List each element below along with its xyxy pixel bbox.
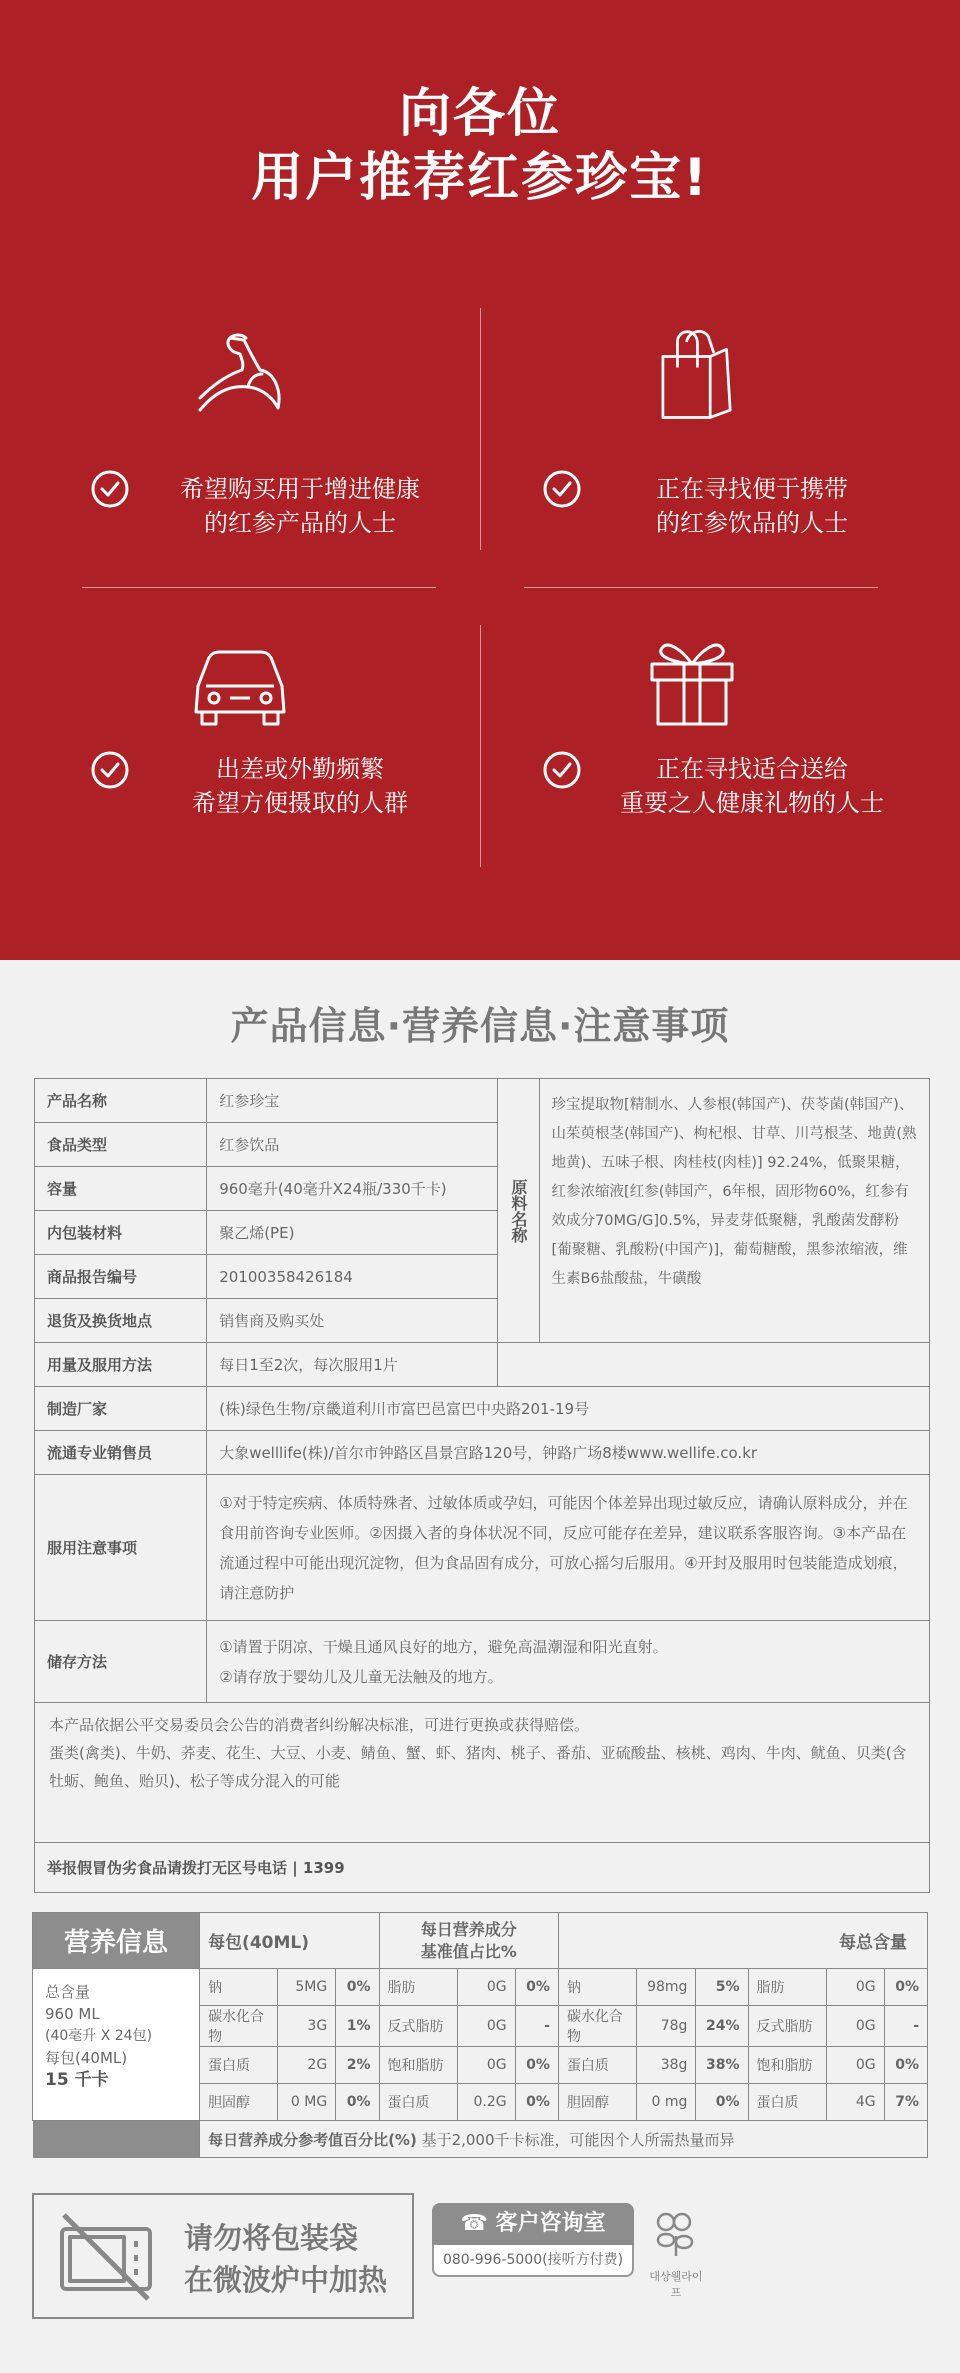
nutrition-row <box>33 1969 928 2006</box>
product-info-table <box>34 1078 930 1893</box>
nutrient-value: 2G <box>278 2047 336 2084</box>
nutrient-percent: 5% <box>696 1969 748 2006</box>
nutrient-name: 蛋白质 <box>379 2084 457 2121</box>
nutrient-value: 5MG <box>278 1969 336 2006</box>
nutrition-table <box>32 1912 928 2158</box>
total-content-header: 每总含量 <box>558 1913 927 1969</box>
nutrient-percent: 0% <box>515 1969 558 2006</box>
nutrient-percent: 38% <box>696 2047 748 2084</box>
footer-spacer <box>33 2121 200 2158</box>
benefit-text: 正在寻找适合送给 重要之人健康礼物的人士 <box>620 755 884 817</box>
customer-service <box>432 2203 634 2277</box>
microwave-warning <box>32 2193 414 2319</box>
customer-service-badge <box>432 2203 634 2245</box>
nutrient-name: 蛋白质 <box>748 2084 826 2121</box>
row-label: 容量 <box>35 1167 207 1211</box>
row-label: 储存方法 <box>35 1621 207 1703</box>
nutrient-percent: 7% <box>884 2084 927 2121</box>
row-label: 服用注意事项 <box>35 1475 207 1621</box>
nutrient-value: 78g <box>637 2006 696 2047</box>
gift-box-icon <box>642 630 742 730</box>
table-row <box>35 1843 930 1893</box>
nutrient-name: 脂肪 <box>748 1969 826 2006</box>
table-row <box>35 1387 930 1431</box>
nutrition-footer-row <box>33 2121 928 2158</box>
hero-title-line2: 用户推荐红参珍宝! <box>251 148 709 208</box>
nutrient-value: 0G <box>457 1969 515 2006</box>
nutrient-name: 胆固醇 <box>558 2084 636 2121</box>
row-value: 销售商及购买处 <box>207 1299 497 1343</box>
nutrient-percent: 24% <box>696 2006 748 2047</box>
row-label: 产品名称 <box>35 1079 207 1123</box>
nutrient-name: 饱和脂肪 <box>379 2047 457 2084</box>
row-label: 退货及换货地点 <box>35 1299 207 1343</box>
nutrient-percent: 1% <box>336 2006 379 2047</box>
nutrition-heading: 营养信息 <box>33 1913 200 1969</box>
hero-banner <box>0 0 960 960</box>
nutrient-name: 钠 <box>558 1969 636 2006</box>
report-hotline: 举报假冒伪劣食品请拨打无区号电话 | 1399 <box>35 1843 930 1893</box>
nutrient-name: 钠 <box>200 1969 278 2006</box>
nutrient-percent: 0% <box>884 1969 927 2006</box>
nutrient-value: 4G <box>826 2084 884 2121</box>
brand-logo-icon <box>646 2206 706 2262</box>
row-value: 红参饮品 <box>207 1123 497 1167</box>
hero-title-line1: 向各位 <box>398 84 561 144</box>
nutrient-value: 0 mg <box>637 2084 696 2121</box>
nutrition-header-row <box>33 1913 928 1969</box>
nutrient-value: 0G <box>826 1969 884 2006</box>
phone-icon: ☎ <box>460 2211 488 2236</box>
nutrient-percent: 0% <box>515 2084 558 2121</box>
caution-value: ①对于特定疾病、体质特殊者、过敏体质或孕妇，可能因个体差异出现过敏反应，请确认原料成分，并在食用前咨询专业医师。②因摄入者的身体状况不同，反应可能存在差异，建议联系客服咨询。③本产品在流通过程中可能出现沉淀物，但为食品固有成分，可放心摇匀后服用。④开封及服用时包装能造成划痕，请注意防护 <box>207 1475 930 1621</box>
ingredients-value: 珍宝提取物[精制水、人参根(韩国产)、茯苓菌(韩国产)、山茱萸根茎(韩国产)、枸杞根、甘草、川芎根茎、地黄(熟地黄)、五味子根、肉桂枝(肉桂)] 92.24%，低聚果糖，红参浓缩液[红参(韩国产，6年根，固形物60%，红参有效成分70MG/G]0.5%，异麦芽低聚糖，乳酸菌发酵粉[葡聚糖、乳酸粉(中国产)]，葡萄糖酸，黑参浓缩液，维生素B6盐酸盐，牛磺酸 <box>539 1079 929 1343</box>
row-value: 每日1至2次，每次服用1片 <box>207 1343 497 1387</box>
notice-value: 本产品依据公平交易委员会公告的消费者纠纷解决标准，可进行更换或获得赔偿。 蛋类(禽类)、牛奶、荞麦、花生、大豆、小麦、鲭鱼、蟹、虾、猪肉、桃子、番茄、亚硫酸盐、核桃、鸡肉、牛肉、鱿鱼、贝类(含牡蛎、鲍鱼、贻贝)、松子等成分混入的可能 <box>35 1703 930 1843</box>
nutrient-value: 98mg <box>637 1969 696 2006</box>
microwave-text: 请勿将包装袋 在微波炉中加热 <box>184 2221 388 2297</box>
nutrient-percent: 2% <box>336 2047 379 2084</box>
customer-service-label: 客户咨询室 <box>495 2211 606 2236</box>
table-row <box>35 1343 930 1387</box>
nutrient-name: 饱和脂肪 <box>748 2047 826 2084</box>
table-row <box>35 1475 930 1621</box>
check-circle-icon <box>542 750 582 790</box>
benefit-gift <box>452 0 932 900</box>
nutrient-value: 0G <box>457 2047 515 2084</box>
table-row <box>35 1703 930 1843</box>
nutrient-value: 0G <box>457 2006 515 2047</box>
nutrient-percent: 0% <box>696 2084 748 2121</box>
nutrient-name: 胆固醇 <box>200 2084 278 2121</box>
per-pack-header: 每包(40ML) <box>200 1913 379 1969</box>
nutrient-name: 蛋白质 <box>558 2047 636 2084</box>
customer-service-phone: 080-996-5000(接听方付费) <box>432 2245 634 2277</box>
table-row <box>35 1621 930 1703</box>
row-value: 20100358426184 <box>207 1255 497 1299</box>
nutrient-name: 蛋白质 <box>200 2047 278 2084</box>
row-value: 聚乙烯(PE) <box>207 1211 497 1255</box>
nutrient-percent: 0% <box>336 1969 379 2006</box>
table-row <box>35 1431 930 1475</box>
nutrient-percent: - <box>515 2006 558 2047</box>
benefit-travel <box>0 0 480 900</box>
nutrient-name: 反式脂肪 <box>379 2006 457 2047</box>
nutrient-percent: - <box>884 2006 927 2047</box>
row-label: 食品类型 <box>35 1123 207 1167</box>
row-value: 960毫升(40毫升X24瓶/330千卡) <box>207 1167 497 1211</box>
empty-cell <box>497 1343 930 1387</box>
nutrition-footnote: 每日营养成分参考值百分比(%) 基于2,000千卡标准，可能因个人所需热量而异 <box>200 2121 928 2158</box>
nutrition-summary: 总含量 960 ML (40毫升 X 24包) 每包(40ML) 15 千卡 <box>33 1969 200 2121</box>
nutrient-value: 0G <box>826 2006 884 2047</box>
distributor-value: 大象welllife(株)/首尔市钟路区昌景宫路120号，钟路广场8楼www.wellife.co.kr <box>207 1431 930 1475</box>
storage-value: ①请置于阴凉、干燥且通风良好的地方，避免高温潮湿和阳光直射。 ②请存放于婴幼儿及儿童无法触及的地方。 <box>207 1621 930 1703</box>
benefit-text: 希望购买用于增进健康 的红参产品的人士 <box>180 475 420 537</box>
nutrient-value: 3G <box>278 2006 336 2047</box>
nutrient-value: 0G <box>826 2047 884 2084</box>
nutrient-value: 0 MG <box>278 2084 336 2121</box>
row-label: 制造厂家 <box>35 1387 207 1431</box>
row-label: 用量及服用方法 <box>35 1343 207 1387</box>
benefit-text: 正在寻找便于携带 的红参饮品的人士 <box>656 475 848 537</box>
ingredients-label: 原料名称 <box>497 1079 539 1343</box>
brand-logo-text: 대상웰라이프 <box>649 2270 703 2299</box>
nutrient-percent: 0% <box>515 2047 558 2084</box>
nutrient-name: 碳水化合物 <box>200 2006 278 2047</box>
nutrient-value: 0.2G <box>457 2084 515 2121</box>
nutrient-value: 38g <box>637 2047 696 2084</box>
car-icon <box>190 636 290 736</box>
no-microwave-icon <box>56 2207 156 2307</box>
section-title: 产品信息·营养信息·注意事项 <box>230 1004 730 1048</box>
row-label: 流通专业销售员 <box>35 1431 207 1475</box>
table-row <box>35 1079 930 1123</box>
check-circle-icon <box>90 750 130 790</box>
nutrient-name: 脂肪 <box>379 1969 457 2006</box>
nutrient-percent: 0% <box>884 2047 927 2084</box>
row-value: 红参珍宝 <box>207 1079 497 1123</box>
row-label: 内包装材料 <box>35 1211 207 1255</box>
row-label: 商品报告编号 <box>35 1255 207 1299</box>
daily-value-header: 每日营养成分 基准值占比% <box>379 1913 558 1969</box>
nutrient-name: 碳水化合物 <box>558 2006 636 2047</box>
nutrient-name: 反式脂肪 <box>748 2006 826 2047</box>
benefit-text: 出差或外勤频繁 希望方便摄取的人群 <box>192 755 408 817</box>
brand-logo <box>646 2206 706 2299</box>
nutrient-percent: 0% <box>336 2084 379 2121</box>
manufacturer-value: (株)绿色生物/京畿道利川市富巴邑富巴中央路201-19号 <box>207 1387 930 1431</box>
